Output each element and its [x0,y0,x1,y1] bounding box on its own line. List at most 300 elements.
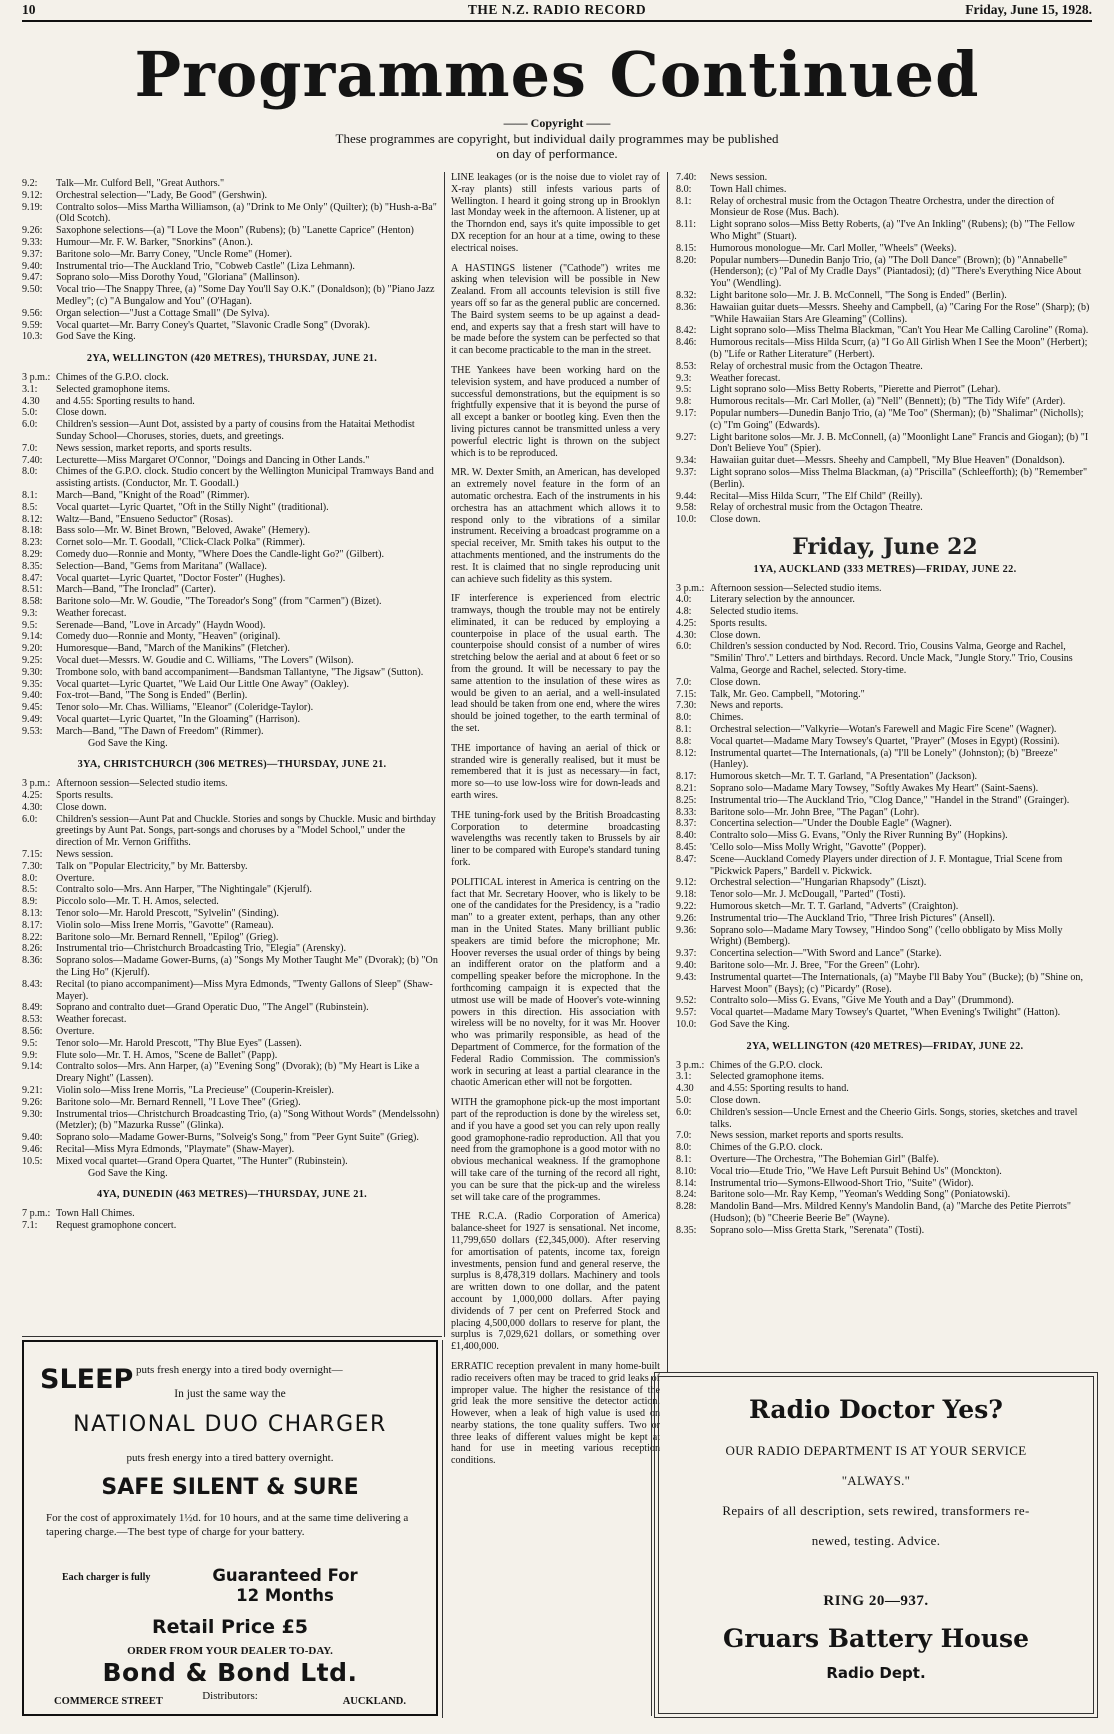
programme-item [22,537,442,549]
programme-time: 8.40: [676,830,697,842]
programme-item [676,807,1094,819]
programme-item [676,1166,1094,1178]
programme-text: Fox-trot—Band, "The Song is Ended" (Berlin). [56,690,248,702]
copyright-notice: These programmes are copyright, but individual daily programmes may be published on day of performance. [335,131,779,161]
programme-item [22,396,442,408]
programme-time: 8.36: [22,955,43,967]
programme-time: 9.26: [676,912,697,924]
programme-item [676,818,1094,830]
programme-text: Chimes of the G.P.O. clock. Studio concert by the Wellington Municipal Tramways Band and assisting artists. (Conductor, Mr. T. Goodall.) [56,466,434,490]
programme-item [676,302,1094,326]
programme-time: 7.0: [676,676,692,688]
programme-item [676,1095,1094,1107]
programme-text: Instrumental trios—Christchurch Broadcasting Trio, (a) "Song Without Words" (Mendelssohn) (Metzler); (b) "Mazurka Russe" (Glinka). [56,1108,440,1132]
programme-item [22,631,442,643]
programme-item [22,714,442,726]
programme-time: 5.0: [676,1094,692,1106]
programme-time: 3 p.m.: [22,778,51,790]
programme-item [676,337,1094,361]
programme-time: 9.56: [22,307,43,319]
programme-text: News session, market reports, and sports results. [56,442,252,454]
ad-headline: Radio Doctor Yes? [749,1395,1003,1424]
programme-time: 9.40: [676,960,697,971]
programme-item [676,1071,1094,1083]
programme-item [22,261,442,273]
programme-item [676,700,1094,712]
programme-time: 6.0: [22,419,38,431]
programme-time: 8.9: [22,896,38,908]
programme-item [22,1050,442,1062]
programme-text: Baritone solo—Mr. Bernard Rennell, "I Love Thee" (Grieg). [56,1096,301,1108]
programme-text: Baritone solo—Mr. J. Bree, "For the Green" (Lohr). [710,960,920,971]
programme-text: Close down. [710,629,761,641]
programme-text: March—Band, "Knight of the Road" (Rimmer). [56,489,250,501]
street-address: COMMERCE STREET [54,1696,163,1707]
programme-item [676,1019,1094,1031]
programme-text: Hawaiian guitar duet—Messrs. Sheehy and Campbell, "My Blue Heaven" (Donaldson). [710,455,1065,467]
programme-time: 6.0: [22,813,38,825]
programme-item [676,1154,1094,1166]
programme-text: and 4.55: Sporting results to hand. [710,1083,849,1095]
phone-number: RING 20—937. [823,1593,929,1609]
programme-text: Overture. [56,872,95,884]
programme-time: 9.18: [676,889,697,901]
copyright-label: —— Copyright —— [503,116,611,130]
programme-time: 7.30: [22,860,43,872]
programme-text: Orchestral selection—"Hungarian Rhapsody" (Liszt). [710,877,927,889]
programme-text: Soprano solo—Madame Gower-Burns, "Solveig's Song," from "Peer Gynt Suite" (Grieg). [56,1132,419,1144]
programme-time: 9.8: [676,396,692,408]
programme-text: Selected studio items. [710,606,799,618]
programme-text: Vocal trio—Etude Trio, "We Have Left Pursuit Behind Us" (Monckton). [710,1165,1002,1177]
programme-text: Humorous sketch—Mr. T. T. Garland, "A Presentation" (Jackson). [710,771,978,783]
programme-time: 9.52: [676,995,697,1007]
programme-item [22,514,442,526]
programme-time: 8.53: [22,1014,43,1026]
programme-time: 7.0: [22,442,38,454]
programme-item [676,1201,1094,1225]
programme-time: 10.5: [22,1155,43,1167]
programme-text: Orchestral selection—"Valkyrie—Wotan's Farewell and Magic Fire Scene" (Wagner). [710,724,1057,736]
programme-time: 8.21: [676,783,697,795]
programme-time: 9.58: [676,502,697,514]
station-heading: 4YA, DUNEDIN (463 METRES)—THURSDAY, JUNE 21. [96,1189,368,1201]
programme-item [22,1026,442,1038]
programme-time: 9.5: [22,1037,38,1049]
programme-item [22,331,442,343]
programme-time: 8.0: [676,712,692,724]
programme-item [676,1189,1094,1201]
programme-item [22,1220,442,1232]
radio-note-paragraph: POLITICAL interest in America is centring on the fact that Mr. Secretary Hoover, who is likely to be one of the candidates for the Presidency, is a "radio man" to a greater extent, perhaps, than any other man in the United States. Many brilliant public speakers are timid before the microphone; Mr. Hoover reverses the usual order of things by being an indifferent orator on the platform and a compelling speaker before the microphone. In the forthcoming campaign it is expected that the utmost use will be made of Hoover's vote-winning powers in this direction. His association with wireless will be no novelty, for it was Mr. Hoover who was primarily responsible, as head of the Department of Commerce, for the formation of the Federal Radio Commission. The commission's work in securing at least a partial clearance in the chaotic American ether will not be forgotten. [451,876,660,1089]
programme-item [676,196,1094,220]
programme-text: Contralto solos—Miss Martha Williamson, (a) "Drink to Me Only" (Quilter); (b) "Hush-a-Ba" (Old Scotch). [56,201,437,225]
programme-time: 9.50: [22,284,43,296]
programme-item [22,655,442,667]
programme-time: 9.5: [22,619,38,631]
programme-item [22,372,442,384]
radio-note-paragraph: ERRATIC reception prevalent in many home-built radio receivers often may be traced to grid leaks of improper value. The higher the resistance of the grid leak the more sensitive the detector action. However, when a leak of high value is used on nearby stations, the tone quality suffers. Two or three leaks of different values might be kept at hand for use in meeting various reception conditions. [451,1360,660,1467]
programme-time: 9.20: [22,643,43,655]
company-name: Bond & Bond Ltd. [102,1658,358,1687]
programme-time: 9.43: [676,971,697,983]
programme-item [22,861,442,873]
ad-text: puts fresh energy into a tired body overnight— [136,1364,343,1376]
programme-text: Contralto solo—Mrs. Ann Harper, "The Nightingale" (Kjerulf). [56,884,312,896]
programme-time: 8.28: [676,1201,697,1213]
programme-item [22,1085,442,1097]
ad-text: Each charger is fully [62,1572,151,1583]
programme-item [22,466,442,490]
programme-text: Talk on "Popular Electricity," by Mr. Battersby. [56,860,248,872]
column-divider [442,1340,443,1718]
radio-note-paragraph: THE importance of having an aerial of thick or stranded wire is generally realised, but it must be remembered that it is just as necessary—in fact, more so—to use low-loss wire for down-leads and earth wires. [451,742,660,802]
programme-text: Baritone solo—Mr. John Bree, "The Pagan" (Lohr). [710,806,920,818]
programme-time: 9.19: [22,201,43,213]
programme-time: 8.24: [676,1189,697,1201]
programme-item [22,896,442,908]
programme-text: News and reports. [710,700,784,712]
programme-text: Orchestral selection—"Lady, Be Good" (Gershwin). [56,189,268,201]
programme-text: Instrumental trio—The Auckland Trio, "Clog Dance," "Handel in the Strand" (Grainger). [710,794,1070,806]
national-duo-charger-ad [22,1340,438,1716]
programme-text: Instrumental trio—The Auckland Trio, "Three Irish Pictures" (Ansell). [710,912,995,924]
programme-item [22,920,442,932]
programme-time: 9.49: [22,714,43,726]
programme-time: 9.26: [22,1096,43,1108]
programme-time: 8.37: [676,818,697,830]
programme-item [22,690,442,702]
product-name: NATIONAL DUO CHARGER [73,1412,387,1437]
programme-time: 8.12: [22,513,43,525]
programme-time: 8.25: [676,794,697,806]
programme-time: 8.17: [676,771,697,783]
radio-note-paragraph: A HASTINGS listener ("Cathode") writes me asking when television will be possible in New Zealand. From all accounts television is still five years off so far as the general public are concerned. The Baird system seems to be up against a dead-end, and experts say that a fresh start will have to be made before the system can be perfected so that it can become practicable to the man in the street. [451,262,660,357]
programme-time: 8.5: [22,884,38,896]
station-heading: 1YA, AUCKLAND (333 METRES)—FRIDAY, JUNE 22. [753,563,1017,575]
programme-item [676,373,1094,385]
programme-text: Close down. [56,801,107,813]
programme-item [22,790,442,802]
programme-item [676,960,1094,972]
programme-text: Vocal quartet—Lyric Quartet, "Doctor Foster" (Hughes). [56,572,286,584]
programme-text: Afternoon session—Selected studio items. [56,778,228,790]
programme-text: Contralto solo—Miss G. Evans, "Give Me Youth and a Day" (Drummond). [710,995,1014,1007]
ad-text: For the cost of approximately 1½d. for 10 hours, and at the same time delivering a tapering charge.—The best type of charge for your battery. [46,1512,409,1538]
programme-time: 8.13: [22,908,43,920]
programme-time: 7 p.m.: [22,1208,51,1220]
programme-time: 7.1: [22,1219,38,1231]
programme-time: 8.47: [22,572,43,584]
programme-item [22,1038,442,1050]
programme-text: Selected gramophone items. [710,1071,825,1083]
programme-text: Tenor solo—Mr. J. McDougall, "Parted" (Tosti). [710,889,906,901]
programme-text: 'Cello solo—Miss Molly Wright, "Gavotte" (Popper). [710,842,927,854]
programme-column-right [676,172,1094,1370]
programme-time: 8.0: [22,872,38,884]
programme-item [676,641,1094,676]
programme-item [22,849,442,861]
ad-headline: SLEEP [40,1364,134,1395]
programme-time: 8.5: [22,501,38,513]
programme-item [22,643,442,655]
programme-time: 9.14: [22,631,43,643]
programme-text: Instrumental trio—The Auckland Trio, "Cobweb Castle" (Liza Lehmann). [56,260,355,272]
company-name: Gruars Battery House [722,1624,1030,1653]
programme-item [676,502,1094,514]
department: Radio Dept. [826,1664,926,1682]
programme-time: 8.0: [22,466,38,478]
god-save-the-king: God Save the King. [88,1167,168,1179]
programme-text: Violin solo—Miss Irene Morris, "La Precieuse" (Couperin-Kreisler). [56,1084,334,1096]
programme-time: 8.0: [676,1142,692,1154]
programme-item [676,995,1094,1007]
programme-item [22,490,442,502]
station-heading: 3YA, CHRISTCHURCH (306 METRES)—THURSDAY, JUNE 21. [77,759,387,771]
programme-text: Soprano solo—Madame Mary Towsey, "Hindoo Song" ('cello obbligato by Miss Molly Wright) (Bemberg). [710,924,1063,948]
programme-item [22,726,442,738]
programme-time: 9.40: [22,1132,43,1144]
programme-text: Popular numbers—Dunedin Banjo Trio, (a) "The Doll Dance" (Brown); (b) "Annabelle" (Henderson); (c) "Pal of My Cradle Days" (Piantadosi); (d) "There's Everything Nice About You" (Wendling). [710,254,1082,290]
programme-text: Close down. [710,676,761,688]
programme-text: Bass solo—Mr. W. Binet Brown, "Beloved, Awake" (Hemery). [56,525,311,537]
programme-text: March—Band, "The Dawn of Freedom" (Rimmer). [56,725,264,737]
programme-time: 9.25: [22,655,43,667]
city: AUCKLAND. [342,1696,406,1707]
programme-item [22,778,442,790]
programme-item [22,573,442,585]
programme-time: 6.0: [676,641,692,653]
programme-time: 9.12: [676,877,697,889]
programme-item [22,1014,442,1026]
ad-text: Repairs of all description, sets rewired, transformers re- [722,1503,1030,1518]
ad-text: OUR RADIO DEPARTMENT IS AT YOUR SERVICE [725,1443,1027,1458]
programme-time: 9.40: [22,690,43,702]
programme-item [22,561,442,573]
programme-text: Vocal quartet—Madame Mary Towsey's Quartet, "Prayer" (Moses in Egypt) (Rossini). [710,735,1060,747]
publication-name: THE N.Z. RADIO RECORD [467,2,647,17]
programme-text: Humorous recitals—Miss Hilda Scurr, (a) "I Go All Girlish When I See the Moon" (Herbert); (b) "Life or Rather Literature" (Herbert). [710,337,1088,360]
programme-time: 8.26: [22,943,43,955]
programme-text: Tenor solo—Mr. Chas. Williams, "Eleanor" (Coleridge-Taylor). [56,702,314,714]
radio-note-paragraph: THE Yankees have been working hard on the television system, and have produced a number of successful demonstrations, but the equipment is so frightfully expensive that it is beyond the purse of all except a banker or bootleg king. Even then the living pictures cannot be transmitted unless a very powerful electric light is thrown on the subject which is to be reproduced. [451,364,660,459]
programme-time: 9.53: [22,725,43,737]
programme-text: Recital—Miss Hilda Scurr, "The Elf Child" (Reilly). [710,490,923,502]
programme-item [22,549,442,561]
programme-item [676,925,1094,949]
programme-time: 8.46: [676,337,697,349]
programme-time: 9.22: [676,901,697,913]
programme-item [676,889,1094,901]
programme-item [676,384,1094,396]
programme-text: Light baritone solos—Mr. J. B. McConnell, (a) "Moonlight Lane" Francis and Giogan); (b) "I Don't Believe You" (Spier). [710,431,1089,455]
column-divider [444,172,445,1337]
programme-item [676,748,1094,772]
programme-item [676,724,1094,736]
radio-notes-column [451,172,660,1727]
programme-text: Overture. [56,1025,95,1037]
guarantee: Guaranteed For 12 Months [212,1566,358,1605]
programme-time: 9.46: [22,1143,43,1155]
programme-item [676,1225,1094,1237]
programme-text: Chimes of the G.P.O. clock. [710,1142,823,1154]
programme-text: Light soprano solos—Miss Thelma Blackman, (a) "Priscilla" (Schleefforth); (b) "Remember" (Berlin). [710,466,1088,490]
programme-text: Town Hall chimes. [710,183,787,195]
programme-time: 8.22: [22,931,43,943]
programme-text: Vocal duet—Messrs. W. Goudie and C. Williams, "The Lovers" (Wilson). [56,655,354,667]
programme-item [676,677,1094,689]
programme-item [676,1178,1094,1190]
programme-text: Contralto solos—Mrs. Ann Harper, (a) "Evening Song" (Dvorak); (b) "My Heart is Like a Dreary Night" (Lassen). [56,1061,420,1085]
programme-time: 3 p.m.: [676,1059,705,1071]
programme-item [676,854,1094,878]
programme-item [676,514,1094,526]
programme-item [22,679,442,691]
programme-time: 8.58: [22,596,43,608]
programme-text: News session, market reports and sports results. [710,1130,904,1142]
programme-text: Vocal quartet—Lyric Quartet, "In the Gloaming" (Harrison). [56,714,301,726]
programme-text: Tenor solo—Mr. Harold Prescott, "Sylvelin" (Sinding). [56,908,279,920]
station-heading: 2YA, WELLINGTON (420 METRES)—FRIDAY, JUNE 22. [746,1040,1024,1052]
programme-time: 4.25: [22,790,43,802]
programme-item [22,320,442,332]
programme-text: Vocal quartet—Lyric Quartet, "We Laid Our Little One Away" (Oakley). [56,678,350,690]
programme-text: Weather forecast. [710,372,781,384]
programme-time: 8.1: [676,195,692,207]
programme-text: Vocal quartet—Madame Mary Towsey's Quartet, "When Evening's Twilight" (Hatton). [710,1007,1061,1019]
gruars-battery-house-ad [658,1376,1094,1714]
programme-text: Selected gramophone items. [56,383,171,395]
programme-item [676,467,1094,491]
programme-text: Saxophone selections—(a) "I Love the Moon" (Rubens); (b) "Lanette Caprice" (Henton) [56,225,414,237]
programme-text: Humorous monologue—Mr. Carl Moller, "Wheels" (Weeks). [710,242,957,254]
day-heading: Friday, June 22 [792,533,978,560]
programme-item [676,771,1094,783]
programme-time: 8.1: [22,489,38,501]
god-save-the-king: God Save the King. [88,737,168,749]
programme-item [22,979,442,1003]
programme-item [22,932,442,944]
programme-text: Trombone solo, with band accompaniment—Bandsman Tallantyne, "The Jigsaw" (Sutton). [56,666,424,678]
programme-item [22,225,442,237]
programme-text: Relay of orchestral music from the Octagon Theatre. [710,502,923,514]
programme-item [22,284,442,308]
radio-note-paragraph: THE tuning-fork used by the British Broadcasting Corporation to determine broadcasting wavelengths was recently taken to Brussels by air liner to be compared with Europe's standard tuning fork. [451,809,660,869]
programme-text: Request gramophone concert. [56,1219,177,1231]
programme-time: 8.32: [676,289,697,301]
ad-text: In just the same way the [174,1388,286,1400]
programme-item [22,1156,442,1168]
programme-text: Baritone solo—Mr. Bernard Rennell, "Epilog" (Grieg). [56,931,279,943]
programme-time: 9.37: [22,248,43,260]
programme-item [22,1208,442,1220]
programme-time: 8.33: [676,806,697,818]
programme-text: Light soprano solo—Miss Thelma Blackman, "Can't You Hear Me Calling Caroline" (Roma). [710,325,1089,337]
programme-time: 9.45: [22,702,43,714]
masthead-rule [22,20,1092,22]
programme-time: 9.34: [676,455,697,467]
programme-text: Comedy duo—Ronnie and Monty, "Where Does the Candle-light Go?" (Gilbert). [56,548,384,560]
programme-text: Instrumental trio—Symons-Ellwood-Short Trio, "Suite" (Widor). [710,1177,974,1189]
programme-text: Soprano solo—Miss Gretta Stark, "Serenata" (Tosti). [710,1224,925,1236]
programme-item [22,814,442,849]
programme-text: Violin solo—Miss Irene Morris, "Gavotte" (Rameau). [56,919,274,931]
page-title: Programmes Continued [134,38,980,111]
programme-item [22,525,442,537]
programme-item [676,630,1094,642]
programme-text: Overture—The Orchestra, "The Bohemian Girl" (Balfe). [710,1153,939,1165]
programme-item [22,272,442,284]
programme-time: 8.15: [676,242,697,254]
programme-text: God Save the King. [56,331,136,343]
programme-text: Sports results. [710,617,768,629]
programme-time: 4.0: [676,594,692,606]
programme-time: 7.40: [676,172,697,183]
programme-item [22,249,442,261]
programme-text: Relay of orchestral music from the Octagon Theatre Orchestra, under the direction of Monsieur de Rose (Mus. Bach). [710,195,1055,219]
programme-text: Weather forecast. [56,607,127,619]
programme-item [676,184,1094,196]
programme-item [22,1061,442,1085]
programme-time: 8.10: [676,1165,697,1177]
programme-text: Humorous sketch—Mr. T. T. Garland, "Adverts" (Craighton). [710,901,959,913]
programme-time: 4.8: [676,606,692,618]
programme-text: Instrumental quartet—The Internationals, (a) "Maybe I'll Baby You" (Bucke); (b) "Shine on, Harvest Moon" (Bays); (c) "Picardy" (Rose). [710,971,1083,995]
programme-text: Baritone solo—Mr. Ray Kemp, "Yeoman's Wedding Song" (Poniatowski). [710,1189,1011,1201]
programme-item [676,795,1094,807]
programme-time: 6.0: [676,1106,692,1118]
programme-item [22,202,442,226]
programme-time: 8.45: [676,842,697,854]
programme-time: 8.29: [22,548,43,560]
programme-text: Sports results. [56,790,114,802]
programme-item [676,972,1094,996]
programme-item [22,908,442,920]
programme-item [22,1002,442,1014]
programme-text: Town Hall Chimes. [56,1208,135,1220]
programme-text: Humour—Mr. F. W. Barker, "Snorkins" (Anon.). [56,236,253,248]
ad-slogan: SAFE SILENT & SURE [101,1475,359,1500]
programme-item [676,325,1094,337]
programme-time: 9.59: [22,319,43,331]
programme-text: Vocal trio—The Snappy Three, (a) "Some Day You'll Say O.K." (Donaldson); (b) "Piano Jazz Medley"; (c) "A Bungalow and You" (O'Hagan). [56,284,435,307]
programme-time: 8.20: [676,254,697,266]
programme-column-left [22,178,442,1323]
programme-item [676,219,1094,243]
page-number: 10 [22,2,36,17]
programme-time: 8.53: [676,360,697,372]
radio-note-paragraph: LINE leakages (or is the noise due to violet ray of X-ray plants) still infests various parts of Wellington. I heard it going strong up in Brooklyn last Monday week in the afternoon. A listener, up at the Thorndon end, says it's quite impossible to get DX reception for an hour at a time, owing to these electrical noises. [451,172,660,254]
programme-text: News session. [56,849,114,861]
programme-item [676,1083,1094,1095]
programme-item [22,584,442,596]
programme-item [676,736,1094,748]
programme-text: Lecturette—Miss Margaret O'Connor, "Doings and Dancing in Other Lands." [56,454,370,466]
programme-text: Comedy duo—Ronnie and Monty, "Heaven" (original). [56,631,281,643]
programme-time: 5.0: [22,407,38,419]
programme-time: 8.47: [676,853,697,865]
programme-time: 8.1: [676,1153,692,1165]
programme-time: 8.1: [676,724,692,736]
programme-time: 10.0: [676,1018,697,1030]
programme-text: Soprano solo—Madame Mary Towsey, "Softly Awakes My Heart" (Saint-Saens). [710,783,1039,795]
programme-time: 8.17: [22,919,43,931]
programme-time: 3 p.m.: [22,371,51,383]
programme-text: Organ selection—"Just a Cottage Small" (De Sylva). [56,307,270,319]
programme-item [22,1109,442,1133]
programme-time: 9.3: [676,372,692,384]
programme-time: 9.40: [22,260,43,272]
